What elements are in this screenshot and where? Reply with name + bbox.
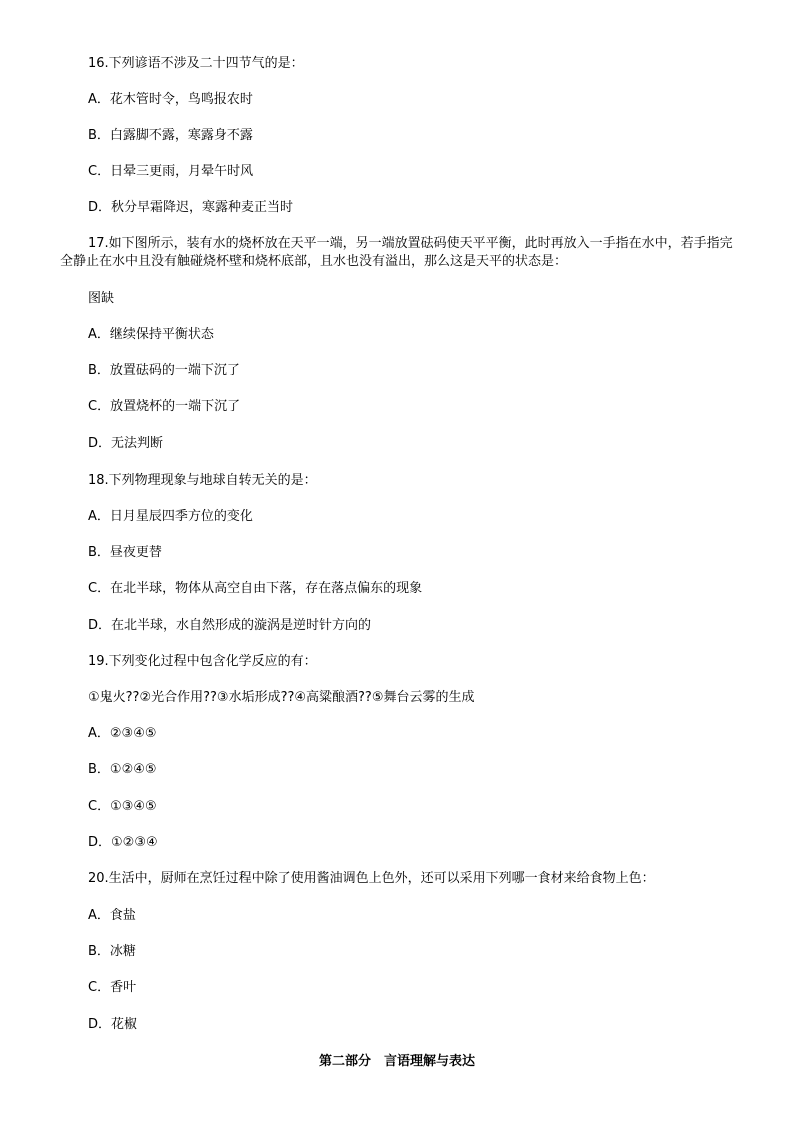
question-16-option-d: D．秋分早霜降迟，寒露种麦正当时 — [88, 200, 294, 215]
question-17-option-a: A．继续保持平衡状态 — [88, 327, 214, 342]
question-20-option-d: D．花椒 — [88, 1017, 138, 1032]
question-16-stem: 16.下列谚语不涉及二十四节气的是： — [88, 56, 304, 71]
question-18-option-a: A．日月星辰四季方位的变化 — [88, 509, 253, 524]
question-16-option-b: B．白露脚不露，寒露身不露 — [88, 128, 253, 143]
question-19-items: ①鬼火??②光合作用??③水垢形成??④高粱酿酒??⑤舞台云雾的生成 — [88, 690, 475, 705]
question-19-option-d: D．①②③④ — [88, 835, 158, 850]
question-16-option-a: A．花木管时令，鸟鸣报农时 — [88, 92, 253, 107]
question-18-option-d: D．在北半球，水自然形成的漩涡是逆时针方向的 — [88, 618, 372, 633]
question-20-option-b: B．冰糖 — [88, 944, 136, 959]
question-18-option-b: B．昼夜更替 — [88, 545, 162, 560]
question-18-stem: 18.下列物理现象与地球自转无关的是： — [88, 473, 317, 488]
question-20-option-a: A．食盐 — [88, 908, 136, 923]
question-19-option-a: A．②③④⑤ — [88, 726, 157, 741]
question-17-option-b: B．放置砝码的一端下沉了 — [88, 363, 240, 378]
question-18-option-c: C．在北半球，物体从高空自由下落，存在落点偏东的现象 — [88, 581, 423, 596]
question-17-stem: 17.如下图所示，装有水的烧杯放在天平一端，另一端放置砝码使天平平衡，此时再放入一手指在水中，若手指完全静止在水中且没有触碰烧杯壁和烧杯底部，且水也没有溢出，那么这是天平的状态是： — [60, 236, 733, 269]
question-17-option-c: C．放置烧杯的一端下沉了 — [88, 399, 241, 414]
question-17-figure-note: 图缺 — [88, 291, 115, 306]
question-20-option-c: C．香叶 — [88, 980, 137, 995]
question-19-option-c: C．①③④⑤ — [88, 799, 157, 814]
question-19-stem: 19.下列变化过程中包含化学反应的有： — [88, 654, 317, 669]
question-17-option-d: D．无法判断 — [88, 436, 164, 451]
question-19-option-b: B．①②④⑤ — [88, 762, 157, 777]
section-title: 第二部分 言语理解与表达 — [318, 1054, 475, 1069]
question-16-option-c: C．日晕三更雨，月晕午时风 — [88, 164, 254, 179]
question-20-stem: 20.生活中，厨师在烹饪过程中除了使用酱油调色上色外，还可以采用下列哪一食材来给食物上色： — [88, 871, 655, 886]
